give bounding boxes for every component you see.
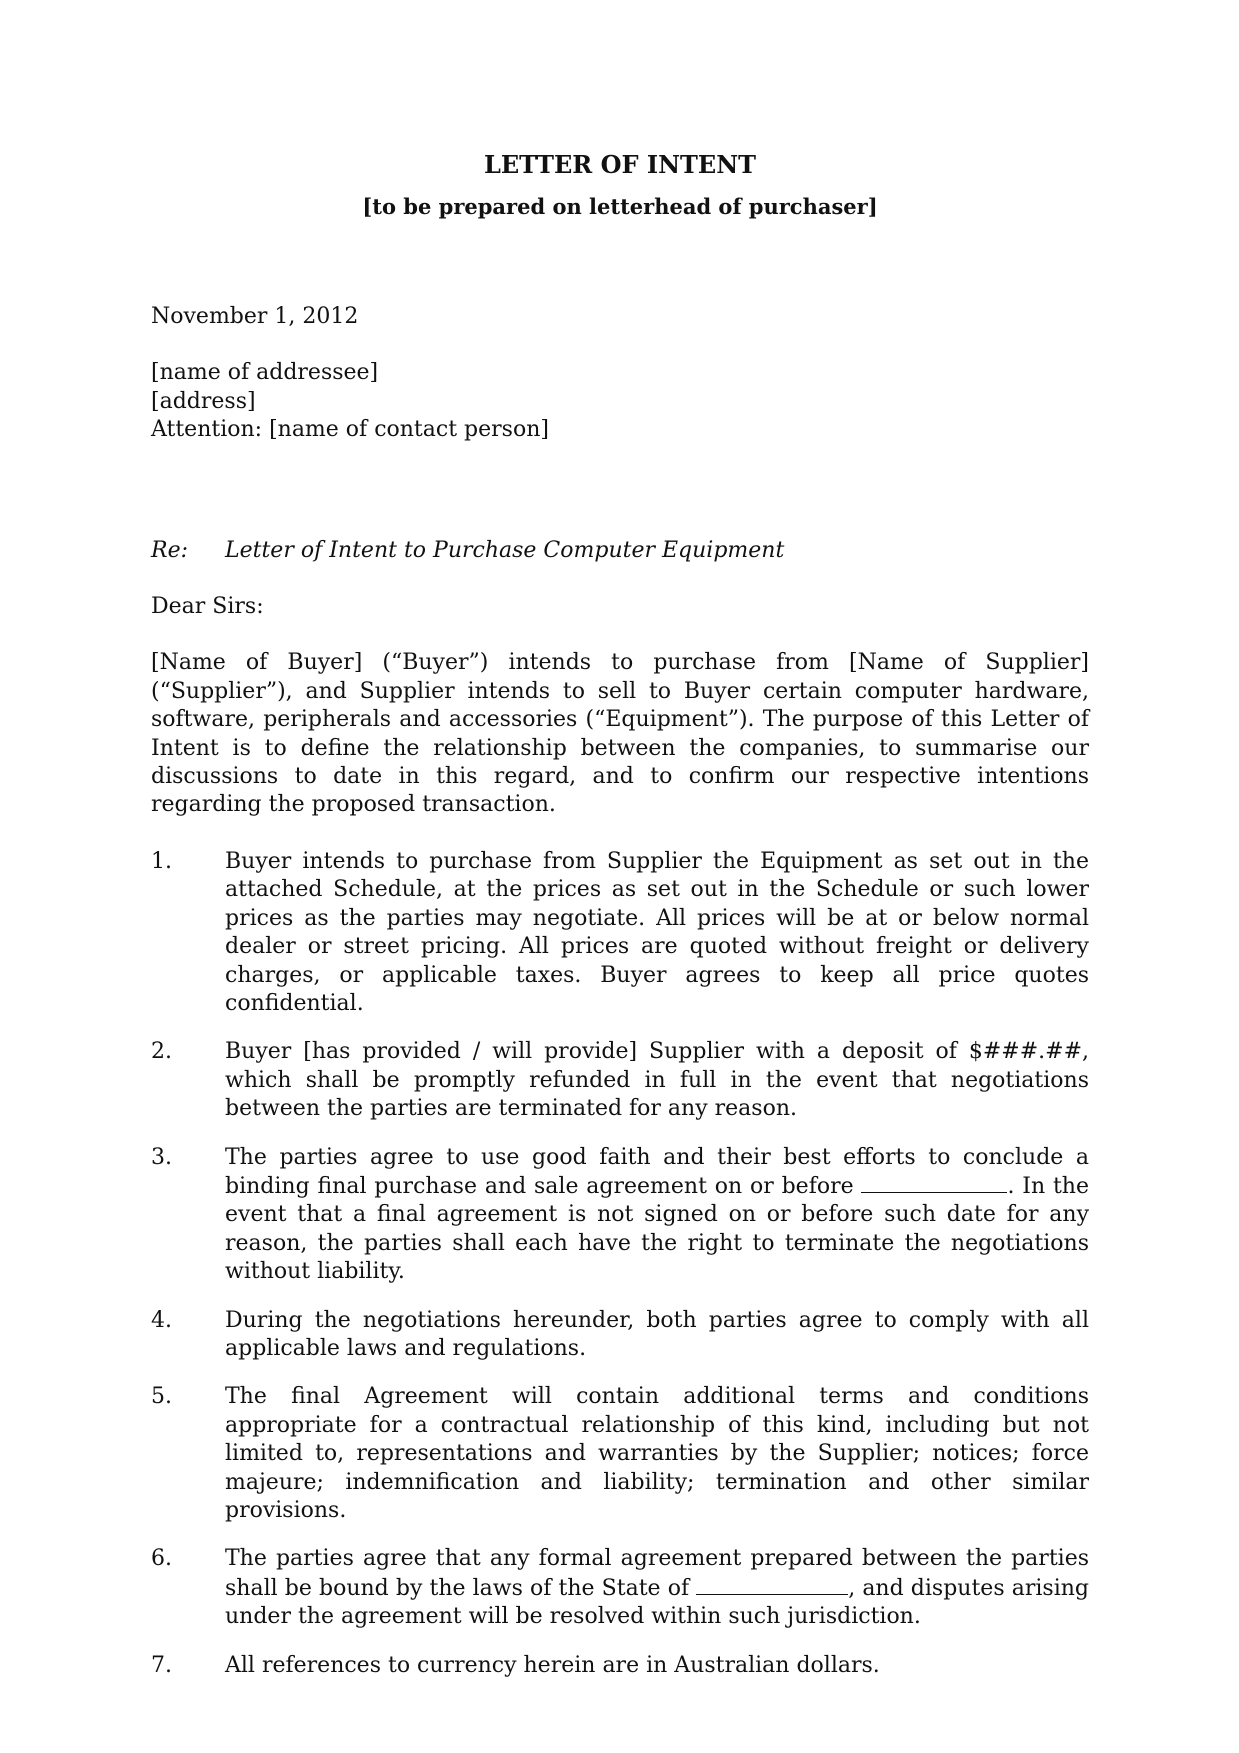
clause-text bbox=[225, 1545, 1089, 1631]
clause-text-after: , and disputes arising under the agreement will be resolved within such jurisdiction. bbox=[225, 1575, 1089, 1630]
clause-text: All references to currency herein are in Australian dollars. bbox=[225, 1652, 880, 1678]
addressee-attention: Attention: [name of contact person] bbox=[151, 417, 549, 443]
addressee-name: [name of addressee] bbox=[151, 360, 379, 386]
clause-number: 5. bbox=[151, 1384, 172, 1410]
clause-item bbox=[151, 1383, 1089, 1525]
clause-number: 4. bbox=[151, 1307, 172, 1333]
addressee-block bbox=[151, 359, 1089, 444]
clause-item bbox=[151, 848, 1089, 1018]
addressee-address: [address] bbox=[151, 388, 256, 414]
clause-text-after: . In the event that a final agreement is not signed on or before such date for any reason, the parties shall each have the right to terminate the negotiations without liability. bbox=[225, 1173, 1089, 1285]
clause-text-before: The parties agree to use good faith and their best efforts to conclude a binding final purchase and sale agreement on or before bbox=[225, 1144, 1089, 1199]
clause-number: 1. bbox=[151, 848, 172, 874]
clause-text bbox=[225, 1144, 1089, 1287]
clause-item bbox=[151, 1545, 1089, 1631]
letter-date: November 1, 2012 bbox=[151, 304, 359, 329]
state-blank-line bbox=[696, 1574, 848, 1595]
clause-text: Buyer [has provided / will provide] Supplier with a deposit of $###.##, which shall be promptly refunded in full in the event that negotiations between the parties are terminated for any reason. bbox=[225, 1039, 1089, 1122]
clause-item bbox=[151, 1307, 1089, 1364]
intro-paragraph: [Name of Buyer] (“Buyer”) intends to purchase from [Name of Supplier] (“Supplier”), and Supplier intends to sell to Buyer certain computer hardware, software, peripherals and accessories (“Equipment”). The purpose of this Letter of Intent is to define the relationship between the companies, to summarise our discussions to date in this regard, and to confirm our respective intentions regarding the proposed transaction. bbox=[151, 650, 1089, 818]
clause-item bbox=[151, 1144, 1089, 1287]
subject-line bbox=[151, 537, 1089, 565]
clause-number: 6. bbox=[151, 1546, 172, 1572]
document-title: LETTER OF INTENT bbox=[483, 150, 757, 179]
letter-body bbox=[151, 150, 1089, 1700]
clause-item bbox=[151, 1652, 1089, 1680]
subject-text: Letter of Intent to Purchase Computer Equipment bbox=[225, 537, 785, 563]
subject-label: Re: bbox=[151, 537, 188, 563]
clause-text: The final Agreement will contain additional terms and conditions appropriate for a contractual relationship of this kind, including but not limited to, representations and warranties by the Supplier; notices; force majeure; indemnification and liability; termination and other similar provisions. bbox=[225, 1384, 1089, 1523]
clause-text: Buyer intends to purchase from Supplier the Equipment as set out in the attached Schedule, at the prices as set out in the Schedule or such lower prices as the parties may negotiate. All prices will be at or below normal dealer or street pricing. All prices are quoted without freight or delivery charges, or applicable taxes. Buyer agrees to keep all price quotes confidential. bbox=[225, 848, 1089, 1016]
date-blank-line bbox=[861, 1172, 1007, 1193]
numbered-clauses bbox=[151, 848, 1089, 1680]
clause-number: 2. bbox=[151, 1039, 172, 1065]
clause-text-before: The parties agree that any formal agreement prepared between the parties shall be bound by the laws of the State of bbox=[225, 1546, 1089, 1601]
clause-number: 7. bbox=[151, 1652, 172, 1678]
document-subtitle: [to be prepared on letterhead of purchaser] bbox=[362, 194, 878, 219]
clause-item bbox=[151, 1038, 1089, 1123]
salutation: Dear Sirs: bbox=[151, 594, 264, 620]
clause-text: During the negotiations hereunder, both parties agree to comply with all applicable laws and regulations. bbox=[225, 1307, 1089, 1361]
clause-number: 3. bbox=[151, 1144, 172, 1170]
